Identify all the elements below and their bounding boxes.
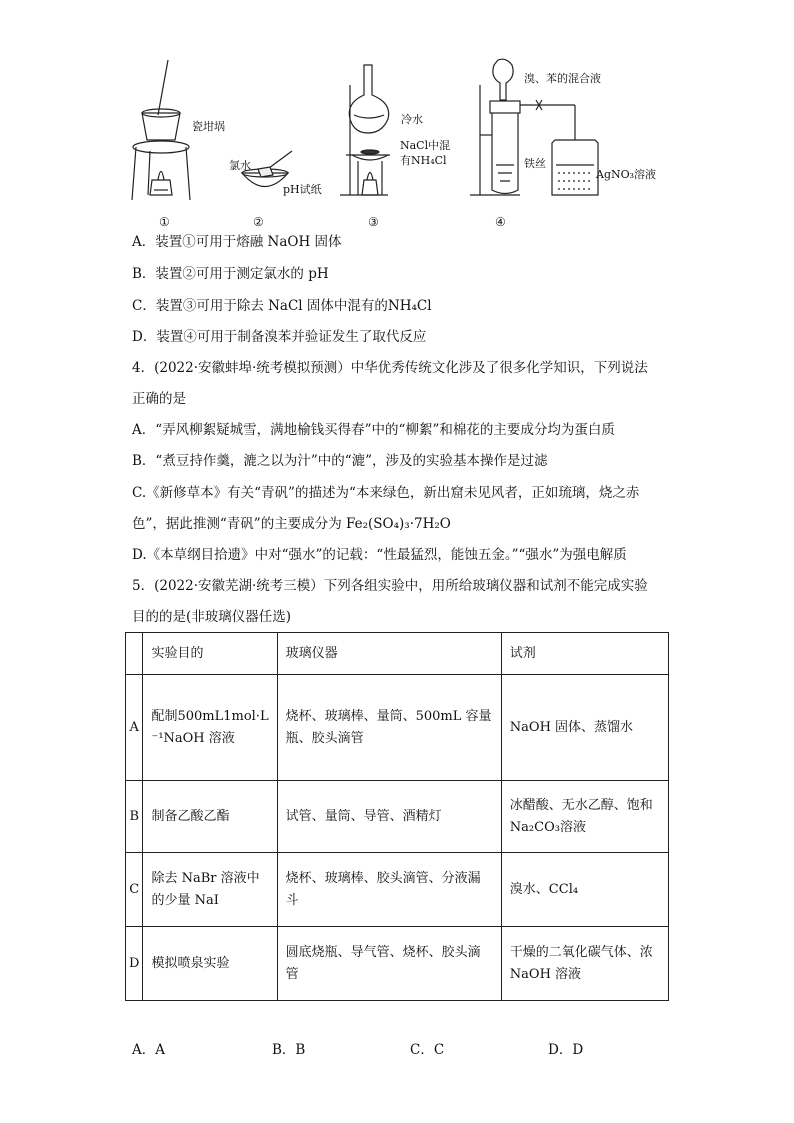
q3-option-b: B．装置②可用于测定氯水的 pH [132, 266, 329, 282]
crucible-apparatus [132, 60, 190, 200]
label-crucible: 瓷坩埚 [192, 120, 225, 133]
row-reagent: 干燥的二氧化碳气体、浓NaOH 溶液 [501, 927, 668, 1001]
row-key: C [126, 853, 143, 927]
label-cold-water: 冷水 [401, 113, 423, 126]
table-row [126, 675, 669, 781]
row-glassware: 烧杯、玻璃棒、量筒、500mL 容量瓶、胶头滴管 [277, 675, 501, 781]
q5-stem-line1: 5．(2022·安徽芜湖·统考三模）下列各组实验中，用所给玻璃仪器和试剂不能完成实验 [132, 578, 648, 594]
row-glassware: 烧杯、玻璃棒、胶头滴管、分液漏斗 [277, 853, 501, 927]
q3-option-d: D．装置④可用于制备溴苯并验证发生了取代反应 [132, 329, 427, 345]
table-header-row [126, 633, 669, 675]
label-bromine-benzene: 溴、苯的混合液 [524, 72, 601, 85]
q3-option-c: C．装置③可用于除去 NaCl 固体中混有的NH₄Cl [132, 298, 432, 314]
row-glassware: 试管、量筒、导管、酒精灯 [277, 781, 501, 853]
row-key: D [126, 927, 143, 1001]
q4-option-b: B．“煮豆持作羹，漉之以为汁”中的“漉”，涉及的实验基本操作是过滤 [132, 453, 548, 469]
row-purpose: 制备乙酸乙酯 [143, 781, 277, 853]
row-purpose: 除去 NaBr 溶液中的少量 NaI [143, 853, 277, 927]
caption-3: ③ [368, 215, 379, 229]
row-reagent: NaOH 固体、蒸馏水 [501, 675, 668, 781]
caption-1: ① [159, 215, 170, 229]
q4-option-c-line2: 色”，据此推测“青矾”的主要成分为 Fe₂(SO₄)₃·7H₂O [132, 516, 451, 532]
q3-option-a: A．装置①可用于熔融 NaOH 固体 [132, 234, 342, 250]
label-iron-wire: 铁丝 [524, 157, 546, 170]
label-ph-paper: pH试纸 [283, 183, 322, 196]
row-purpose: 模拟喷泉实验 [143, 927, 277, 1001]
header-reagent: 试剂 [501, 633, 668, 675]
header-glassware: 玻璃仪器 [277, 633, 501, 675]
experiment-table [125, 632, 669, 1001]
row-purpose: 配制500mL1mol·L⁻¹NaOH 溶液 [143, 675, 277, 781]
answer-a: A．A [132, 1042, 165, 1058]
q4-stem-line2: 正确的是 [132, 391, 186, 407]
label-nacl-mix-2: 有NH₄Cl [400, 154, 447, 167]
label-nacl-mix-1: NaCl中混 [400, 139, 451, 152]
label-chlorine-water: 氯水 [229, 159, 251, 172]
q4-stem-line1: 4．(2022·安徽蚌埠·统考模拟预测）中华优秀传统文化涉及了很多化学知识，下列说法 [132, 360, 648, 376]
answer-b: B．B [272, 1042, 306, 1058]
q4-option-d: D.《本草纲目拾遗》中对“强水”的记载：“性最猛烈，能蚀五金。”“强水”为强电解质 [132, 547, 627, 563]
row-glassware: 圆底烧瓶、导气管、烧杯、胶头滴管 [277, 927, 501, 1001]
row-key: A [126, 675, 143, 781]
table-row [126, 853, 669, 927]
q4-option-c-line1: C.《新修草本》有关“青矾”的描述为“本来绿色，新出窟未见风者，正如琉璃，烧之赤 [132, 485, 640, 501]
sublimation-apparatus [340, 65, 390, 195]
answer-c: C．C [410, 1042, 445, 1058]
q4-option-a: A．“弄风柳絮疑城雪，满地榆钱买得春”中的“柳絮”和棉花的主要成分均为蛋白质 [132, 422, 615, 438]
row-reagent: 冰醋酸、无水乙醇、饱和Na₂CO₃溶液 [501, 781, 668, 853]
row-reagent: 溴水、CCl₄ [501, 853, 668, 927]
q5-stem-line2: 目的的是(非玻璃仪器任选) [132, 609, 292, 625]
table-row [126, 927, 669, 1001]
table-row [126, 781, 669, 853]
caption-4: ④ [495, 215, 506, 229]
header-purpose: 实验目的 [143, 633, 277, 675]
row-key: B [126, 781, 143, 853]
header-key [126, 633, 143, 675]
label-agno3: AgNO₃溶液 [596, 168, 657, 181]
caption-2: ② [253, 215, 264, 229]
answer-d: D．D [548, 1042, 584, 1058]
